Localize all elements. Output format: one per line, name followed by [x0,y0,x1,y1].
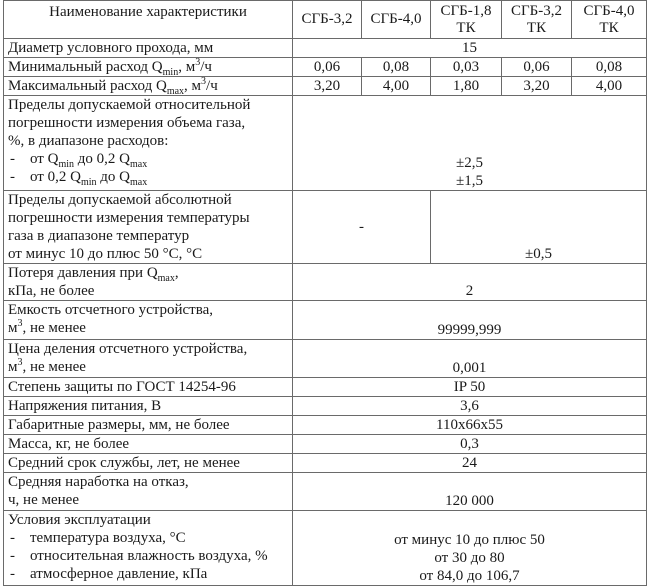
value-diameter: 15 [293,39,647,58]
header-model-sgb-3-2-tk: СГБ-3,2 ТК [502,1,572,39]
row-qmin [4,58,647,77]
value-qmin-2: 0,03 [431,58,502,77]
label-mass: Масса, кг, не более [4,435,293,454]
value-qmin-0: 0,06 [293,58,362,77]
row-protection [4,378,647,397]
label-capacity: Емкость отсчетного устройства, $м^3$, не менее [4,301,293,340]
header-row [4,1,647,39]
row-absolute-error [4,191,647,264]
value-qmin-4: 0,08 [572,58,647,77]
header-model-sgb-1-8-tk: СГБ-1,8 ТК [431,1,502,39]
label-absolute-error: Пределы допускаемой абсолютной погрешности измерения температуры газа в диапазоне температур от минус 10 до плюс 50 °С, °С [4,191,293,264]
value-mass: 0,3 [293,435,647,454]
row-service-life [4,454,647,473]
value-operating-conditions: от минус 10 до плюс 50 от 30 до 80 от 84,0 до 106,7 [293,511,647,586]
header-model-sgb-3-2: СГБ-3,2 [293,1,362,39]
label-diameter: Диаметр условного прохода, мм [4,39,293,58]
label-division: Цена деления отсчетного устройства, $м^3$, не менее [4,340,293,378]
value-qmax-4: 4,00 [572,77,647,96]
value-qmax-1: 4,00 [362,77,431,96]
value-qmax-0: 3,20 [293,77,362,96]
row-mtbf [4,473,647,511]
value-protection: IP 50 [293,378,647,397]
row-operating-conditions [4,511,647,586]
header-model-sgb-4-0-tk: СГБ-4,0 ТК [572,1,647,39]
value-absolute-error-standard: - [293,191,431,264]
label-pressure-loss: Потеря давления при $Q_{max}$, кПа, не более [4,264,293,301]
row-diameter [4,39,647,58]
row-capacity [4,301,647,340]
row-voltage [4,397,647,416]
value-pressure-loss: 2 [293,264,647,301]
label-operating-conditions: Условия эксплуатации - температура воздуха, °С - относительная влажность воздуха, % - атмосферное давление, кПа [4,511,293,586]
label-protection: Степень защиты по ГОСТ 14254-96 [4,378,293,397]
value-mtbf: 120 000 [293,473,647,511]
specifications-table [3,0,647,586]
value-service-life: 24 [293,454,647,473]
label-service-life: Средний срок службы, лет, не менее [4,454,293,473]
header-model-sgb-4-0: СГБ-4,0 [362,1,431,39]
value-voltage: 3,6 [293,397,647,416]
value-qmin-3: 0,06 [502,58,572,77]
value-qmax-2: 1,80 [431,77,502,96]
value-qmin-1: 0,08 [362,58,431,77]
row-qmax [4,77,647,96]
value-capacity: 99999,999 [293,301,647,340]
row-relative-error [4,96,647,191]
label-relative-error: Пределы допускаемой относительной погрешности измерения объема газа, %, в диапазоне расходов: - от $Q_{min}$ до 0,2 $Q_{max}$ - от 0,2 $Q_{min}$ до $Q_{max}$ [4,96,293,191]
label-qmin: Минимальный расход $Q_{min}$, $м^3/ч$ [4,58,293,77]
row-pressure-loss [4,264,647,301]
value-dimensions: 110x66x55 [293,416,647,435]
value-qmax-3: 3,20 [502,77,572,96]
label-mtbf: Средняя наработка на отказ, ч, не менее [4,473,293,511]
row-dimensions [4,416,647,435]
value-relative-error: ±2,5 ±1,5 [293,96,647,191]
header-name-cell: Наименование характеристики [4,1,293,39]
row-division [4,340,647,378]
label-voltage: Напряжения питания, В [4,397,293,416]
row-mass [4,435,647,454]
value-absolute-error-tk: ±0,5 [431,191,647,264]
label-dimensions: Габаритные размеры, мм, не более [4,416,293,435]
label-qmax: Максимальный расход $Q_{max}$, $м^3/ч$ [4,77,293,96]
value-division: 0,001 [293,340,647,378]
